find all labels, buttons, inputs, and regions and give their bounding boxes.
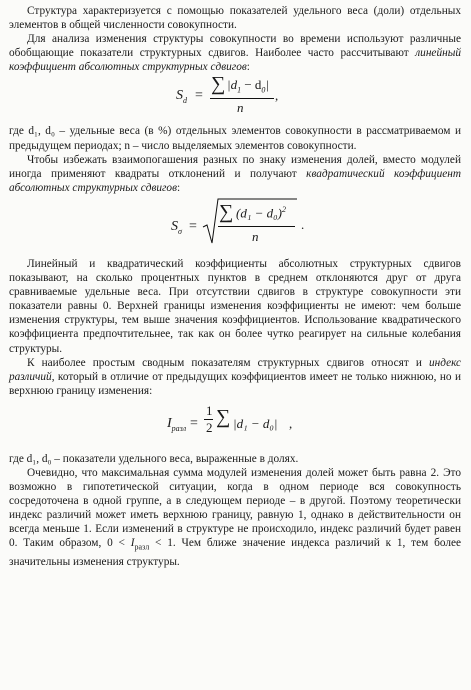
paragraph-square-coefficient	[9, 153, 461, 195]
symbol-i: I	[167, 415, 172, 431]
paragraph-interpretation: Линейный и квадратический коэффициенты абсолютных структурных сдвигов показывают, на сколько процентных пунктов в среднем отклоняются друг от друга сравниваемые удельные веса. При отсутствии сдвигов в структуре совокупности эти показатели равны 0. Верхней границы изменения коэффициенты не имеют: чем больше изменения структуры, тем выше значения коэффициентов. Использование квадратического коэффициента предпочтительнее, так как он более чутко реагирует на сильные колебания структуры.	[9, 257, 461, 355]
fraction-bar	[210, 98, 274, 99]
symbol-i-inline: I	[130, 537, 135, 550]
formula-tail: ,	[275, 88, 279, 104]
formula-difference-index	[9, 398, 461, 452]
num-part: |d	[227, 77, 238, 93]
text: Для анализа изменения структуры совокупности во времени используют различные обобщающие показатели структурных сдвигов. Наиболее часто рассчитывают	[9, 33, 461, 60]
formula-linear-coefficient	[9, 74, 461, 124]
equals-sign: =	[195, 88, 203, 104]
text: Очевидно, что максимальная сумма модулей изменения долей может быть равна 2. Это возможно в гипотетической ситуации, когда в одном периоде вся совокупность сосредоточена в одной группе, а в следующем периоде – в другой. Поэтому теоретически индекс различий может иметь верхнюю границу, равную 1, однако в действительности он всегда меньше 1. Если изменений в структуре не происходило, индекс различий будет равен 0. Таким образом, 0 <	[9, 466, 461, 550]
formula-square-coefficient	[9, 195, 461, 257]
num-sub: 1	[237, 86, 242, 96]
text: Чтобы избежать взаимопогашения разных по знаку изменения долей, вместо модулей иногда применяют квадраты отклонений и получают	[9, 153, 461, 180]
formula-numerator	[236, 205, 286, 221]
formula-lhs	[167, 416, 186, 433]
subscript-razl-inline: разл	[134, 542, 150, 552]
text: , который в отличие от предыдущих коэффициентов имеет не только нижнюю, но и верхнюю границу изменения:	[9, 370, 461, 397]
formula-body: |d₁ − d₀|	[233, 415, 278, 431]
formula-denominator: n	[252, 228, 259, 244]
paragraph-conclusion	[9, 466, 461, 569]
symbol-s: S	[171, 218, 178, 234]
symbol-s: S	[176, 88, 183, 104]
formula-numerator	[227, 77, 269, 95]
fraction-bar	[218, 226, 295, 227]
num-minus: − d	[241, 77, 262, 93]
paragraph-linear-coefficient	[9, 32, 461, 74]
term-linear-coefficient: линейный коэффициент абсолютных структурных сдвигов	[9, 47, 461, 74]
formula-denominator: n	[237, 100, 244, 116]
formula-lhs	[176, 88, 187, 105]
term-difference-index: индекс различий	[9, 356, 461, 383]
text: :	[176, 181, 181, 194]
num-power: 2	[281, 204, 286, 214]
half-numerator: 1	[206, 402, 213, 418]
paragraph-where-2: где d₁, d₀ – показатели удельного веса, выраженные в долях.	[9, 452, 299, 465]
sum-sign: ∑	[216, 405, 231, 428]
paragraph-intro: Структура характеризуется с помощью показателей удельного веса (доли) отдельных элементов в общей численности совокупности.	[9, 5, 461, 32]
half-denominator: 2	[206, 419, 213, 435]
paragraph-difference-index	[9, 356, 461, 398]
equals-sign: =	[190, 415, 198, 431]
num-body: (d₁ − d₀)	[236, 205, 282, 221]
text: < 1. Чем ближе значение индекса различий к 1, тем более значительны изменения структуры.	[9, 537, 461, 568]
formula-lhs	[171, 219, 182, 236]
formula-tail: .	[301, 216, 305, 232]
sum-sign: ∑	[219, 200, 234, 223]
sum-sign: ∑	[211, 73, 226, 96]
equals-sign: =	[189, 218, 197, 234]
subscript-d: d	[183, 96, 187, 106]
num-close: |	[265, 77, 269, 93]
paragraph-where-1: где d₁, d₀ – удельные веса (в %) отдельных элементов совокупности в рассматриваемом и предыдущем периодах; n – число выделяемых элементов совокупности.	[9, 125, 461, 152]
formula-tail: ,	[289, 415, 293, 431]
subscript-sigma: σ	[178, 226, 182, 236]
text: К наиболее простым сводным показателям структурных сдвигов относят и	[27, 356, 429, 369]
subscript-razl: разл	[171, 423, 187, 433]
text: :	[246, 61, 250, 74]
term-square-coefficient: квадратический коэффициент абсолютных структурных сдвигов	[9, 167, 461, 194]
num-sub: 0	[261, 86, 266, 96]
